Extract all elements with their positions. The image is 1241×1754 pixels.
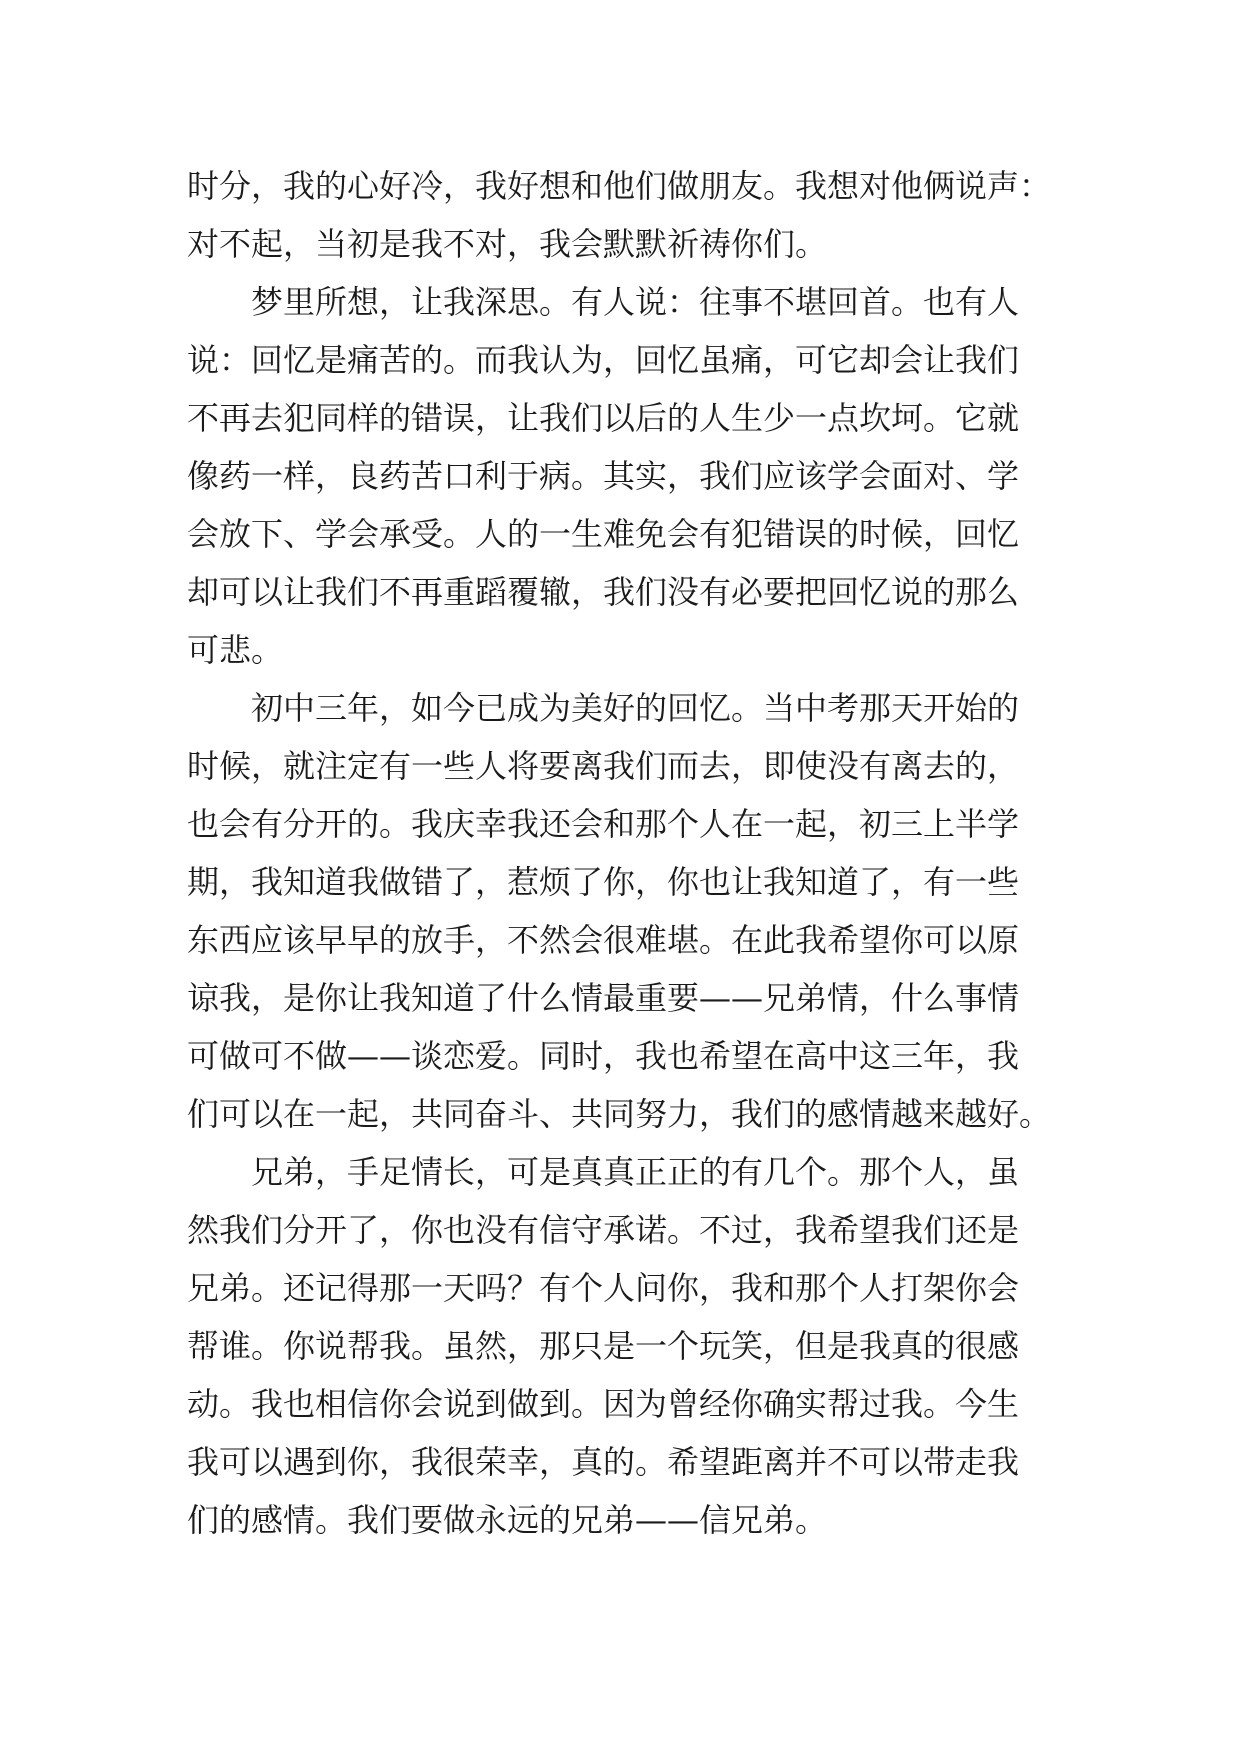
document-body	[187, 157, 1067, 1549]
paragraph-4	[187, 1143, 1067, 1549]
text-line: 初中三年，如今已成为美好的回忆。当中考那天开始的	[251, 689, 1020, 727]
text-line: 对不起，当初是我不对，我会默默祈祷你们。	[187, 225, 828, 263]
text-line: 时候，就注定有一些人将要离我们而去，即使没有离去的，	[187, 747, 1020, 785]
text-line: 们的感情。我们要做永远的兄弟——信兄弟。	[187, 1501, 828, 1539]
text-line: 然我们分开了，你也没有信守承诺。不过，我希望我们还是	[187, 1211, 1020, 1249]
text-line: 兄弟。还记得那一天吗？有个人问你，我和那个人打架你会	[187, 1269, 1020, 1307]
text-line: 动。我也相信你会说到做到。因为曾经你确实帮过我。今生	[187, 1385, 1020, 1423]
text-line: 东西应该早早的放手，不然会很难堪。在此我希望你可以原	[187, 921, 1020, 959]
text-line: 会放下、学会承受。人的一生难免会有犯错误的时候，回忆	[187, 515, 1020, 553]
text-line: 可悲。	[187, 631, 284, 669]
text-line: 说：回忆是痛苦的。而我认为，回忆虽痛，可它却会让我们	[187, 341, 1020, 379]
text-line: 帮谁。你说帮我。虽然，那只是一个玩笑，但是我真的很感	[187, 1327, 1020, 1365]
text-line: 时分，我的心好冷，我好想和他们做朋友。我想对他俩说声：	[187, 167, 1052, 205]
text-line: 们可以在一起，共同奋斗、共同努力，我们的感情越来越好。	[187, 1095, 1052, 1133]
text-line: 期，我知道我做错了，惹烦了你，你也让我知道了，有一些	[187, 863, 1020, 901]
text-line: 兄弟，手足情长，可是真真正正的有几个。那个人，虽	[251, 1153, 1020, 1191]
paragraph-3	[187, 679, 1067, 1143]
paragraph-2	[187, 273, 1067, 679]
text-line: 梦里所想，让我深思。有人说：往事不堪回首。也有人	[251, 283, 1020, 321]
text-line: 我可以遇到你，我很荣幸，真的。希望距离并不可以带走我	[187, 1443, 1020, 1481]
text-line: 谅我，是你让我知道了什么情最重要——兄弟情，什么事情	[187, 979, 1020, 1017]
text-line: 也会有分开的。我庆幸我还会和那个人在一起，初三上半学	[187, 805, 1020, 843]
text-line: 像药一样，良药苦口利于病。其实，我们应该学会面对、学	[187, 457, 1020, 495]
paragraph-1	[187, 157, 1067, 273]
text-line: 可做可不做——谈恋爱。同时，我也希望在高中这三年，我	[187, 1037, 1020, 1075]
text-line: 却可以让我们不再重蹈覆辙，我们没有必要把回忆说的那么	[187, 573, 1020, 611]
text-line: 不再去犯同样的错误，让我们以后的人生少一点坎坷。它就	[187, 399, 1020, 437]
